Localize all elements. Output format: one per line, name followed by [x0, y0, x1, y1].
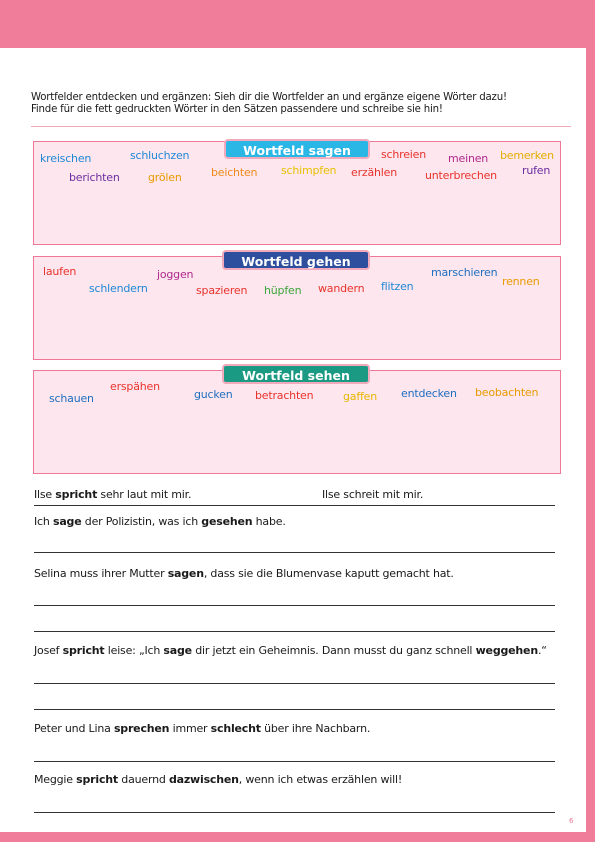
answer-line[interactable] — [34, 552, 555, 553]
word-wandern: wandern — [318, 282, 365, 295]
bold-word: dazwischen — [168, 773, 239, 786]
word-schluchzen: schluchzen — [130, 149, 190, 162]
bold-word: sage — [163, 644, 192, 657]
word-groelen: grölen — [148, 171, 182, 184]
sentence-text: .“ — [537, 644, 547, 657]
word-betrachten: betrachten — [255, 389, 314, 402]
answer-line — [34, 505, 555, 506]
sentence-text: immer — [169, 722, 211, 735]
word-schimpfen: schimpfen — [281, 164, 337, 177]
word-entdecken: entdecken — [401, 387, 457, 400]
answer-line[interactable] — [34, 709, 555, 710]
example-sentence — [34, 488, 191, 501]
bold-word: sagen — [167, 567, 204, 580]
bold-word: sage — [52, 515, 82, 528]
instruction-line-2: Finde für die fett gedruckten Wörter in den Sätzen passendere und schreibe sie hin! — [31, 104, 443, 115]
word-kreischen: kreischen — [40, 152, 92, 165]
answer-line[interactable] — [34, 605, 555, 606]
example-post: sehr laut mit mir. — [97, 488, 192, 501]
sentence-text: über ihre Nachbarn. — [260, 722, 371, 735]
answer-line[interactable] — [34, 683, 555, 684]
word-joggen: joggen — [157, 268, 194, 281]
separator — [31, 126, 571, 127]
right-border — [586, 0, 595, 842]
sentence-text: Selina muss ihrer Mutter — [34, 567, 168, 580]
answer-line[interactable] — [34, 631, 555, 632]
answer-line[interactable] — [34, 761, 555, 762]
word-marschieren: marschieren — [431, 266, 498, 279]
word-meinen: meinen — [448, 152, 489, 165]
sentence-text: Josef — [34, 644, 63, 657]
instruction-line-1: Wortfelder entdecken und ergänzen: Sieh dir die Wortfelder an und ergänze eigene Wörter dazu! — [31, 92, 507, 103]
word-gucken: gucken — [194, 388, 233, 401]
wortfeld-sagen-title: Wortfeld sagen — [224, 139, 370, 159]
sentence-text: habe. — [252, 515, 286, 528]
bold-word: weggehen — [475, 644, 538, 657]
bold-word: sprechen — [113, 722, 170, 735]
word-schlendern: schlendern — [89, 282, 148, 295]
word-laufen: laufen — [43, 265, 77, 278]
sentence-text: leise: „Ich — [104, 644, 164, 657]
wortfeld-gehen-title: Wortfeld gehen — [222, 250, 370, 270]
word-erzaehlen: erzählen — [351, 166, 397, 179]
sentence-text: Meggie — [34, 773, 77, 786]
word-schreien: schreien — [381, 148, 426, 161]
top-border — [0, 0, 595, 48]
sentence-text: dir jetzt ein Geheimnis. Dann musst du ganz schnell — [191, 644, 476, 657]
page-number: 6 — [569, 817, 574, 825]
instructions — [31, 92, 571, 116]
bold-word: gesehen — [201, 515, 253, 528]
word-erspaehen: erspähen — [110, 380, 160, 393]
word-rufen: rufen — [522, 164, 551, 177]
sentence-text: der Polizistin, was ich — [81, 515, 202, 528]
sentence-1 — [34, 515, 286, 528]
example-pre: Ilse — [34, 488, 56, 501]
bottom-border — [0, 832, 595, 842]
word-flitzen: flitzen — [381, 280, 414, 293]
sentence-2 — [34, 567, 454, 580]
sentence-4 — [34, 722, 370, 735]
word-spazieren: spazieren — [196, 284, 248, 297]
word-berichten: berichten — [69, 171, 120, 184]
sentence-text: , wenn ich etwas erzählen will! — [238, 773, 403, 786]
sentence-text: Peter und Lina — [34, 722, 114, 735]
example-answer: Ilse schreit mit mir. — [322, 488, 424, 501]
word-beichten: beichten — [211, 166, 258, 179]
word-rennen: rennen — [502, 275, 540, 288]
sentence-5 — [34, 773, 402, 786]
word-unterbrechen: unterbrechen — [425, 169, 497, 182]
sentence-text: Ich — [34, 515, 53, 528]
word-beobachten: beobachten — [475, 386, 539, 399]
bold-word: spricht — [62, 644, 105, 657]
word-gaffen: gaffen — [343, 390, 378, 403]
sentence-text: dauernd — [117, 773, 169, 786]
sentence-text: , dass sie die Blumenvase kaputt gemacht hat. — [203, 567, 454, 580]
word-schauen: schauen — [49, 392, 94, 405]
word-bemerken: bemerken — [500, 149, 554, 162]
bold-word: spricht — [76, 773, 118, 786]
sentence-3 — [34, 644, 547, 657]
example-bold: spricht — [55, 488, 98, 501]
word-huepfen: hüpfen — [264, 284, 302, 297]
answer-line[interactable] — [34, 812, 555, 813]
wortfeld-sehen-title: Wortfeld sehen — [222, 364, 370, 384]
bold-word: schlecht — [210, 722, 261, 735]
